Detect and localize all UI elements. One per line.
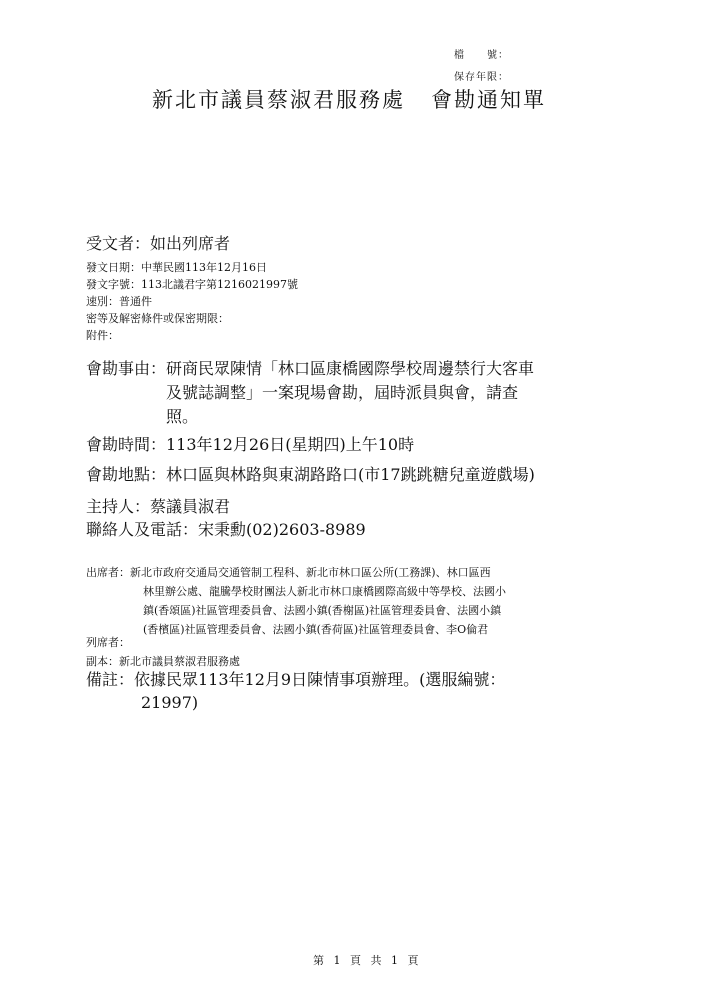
copy-to: 副本：新北市議員蔡淑君服務處 [86,655,240,668]
page-title [152,84,546,114]
host: 主持人：蔡議員淑君 [86,497,231,516]
remarks [86,668,505,714]
recipient: 受文者：如出列席者 [86,234,231,253]
reason-line-2: 及號誌調整」一案現場會勘，屆時派員與會，請查 [166,383,519,402]
remarks-line-1: 備註：依據民眾113年12月9日陳情事項辦理。(選服編號： [86,670,506,689]
meta-block [86,259,298,344]
page-number: 第 1 頁 共 1 頁 [313,954,422,967]
attendees-line-1: 新北市政府交通局交通管制工程科、新北市林口區公所(工務課)、林口區西 [130,566,491,579]
agency-name: 新北市議員蔡淑君服務處 [152,88,405,112]
attendees-line-3: 鎮(香頌區)社區管理委員會、法國小鎮(香榭區)社區管理委員會、法國小鎮 [143,604,502,617]
observers: 列席者： [86,636,130,649]
retention-period-label: 保存年限： [454,72,509,83]
document-type: 會勘通知單 [431,88,546,112]
file-number-label: 檔 號： [454,50,509,61]
delivery-speed: 速別：普通件 [86,295,152,308]
security-level: 密等及解密條件或保密期限： [86,312,229,325]
attendees-label: 出席者： [86,566,130,579]
contact-person: 聯絡人及電話：宋秉勳(02)2603-8989 [86,520,366,539]
issue-date: 發文日期：中華民國113年12月16日 [86,261,267,274]
attachment: 附件： [86,329,119,342]
reason-label: 會勘事由： [86,359,167,378]
attendees-line-4: (香檳區)社區管理委員會、法國小鎮(香荷區)社區管理委員會、李O倫君 [143,623,489,636]
inspection-place: 會勘地點：林口區與林路與東湖路路口(市17跳跳糖兒童遊戲場) [86,465,535,484]
attendees [86,563,506,639]
attendees-line-2: 林里辦公處、龍騰學校財團法人新北市林口康橋國際高級中等學校、法國小 [143,585,506,598]
reason-line-1: 研商民眾陳情「林口區康橋國際學校周邊禁行大客車 [166,359,535,378]
remarks-line-2: 21997) [141,693,199,712]
reason-line-3: 照。 [166,407,199,426]
inspection-reason [86,357,534,429]
inspection-time: 會勘時間：113年12月26日(星期四)上午10時 [86,435,415,454]
document-number: 發文字號：113北議君字第1216021997號 [86,278,298,291]
